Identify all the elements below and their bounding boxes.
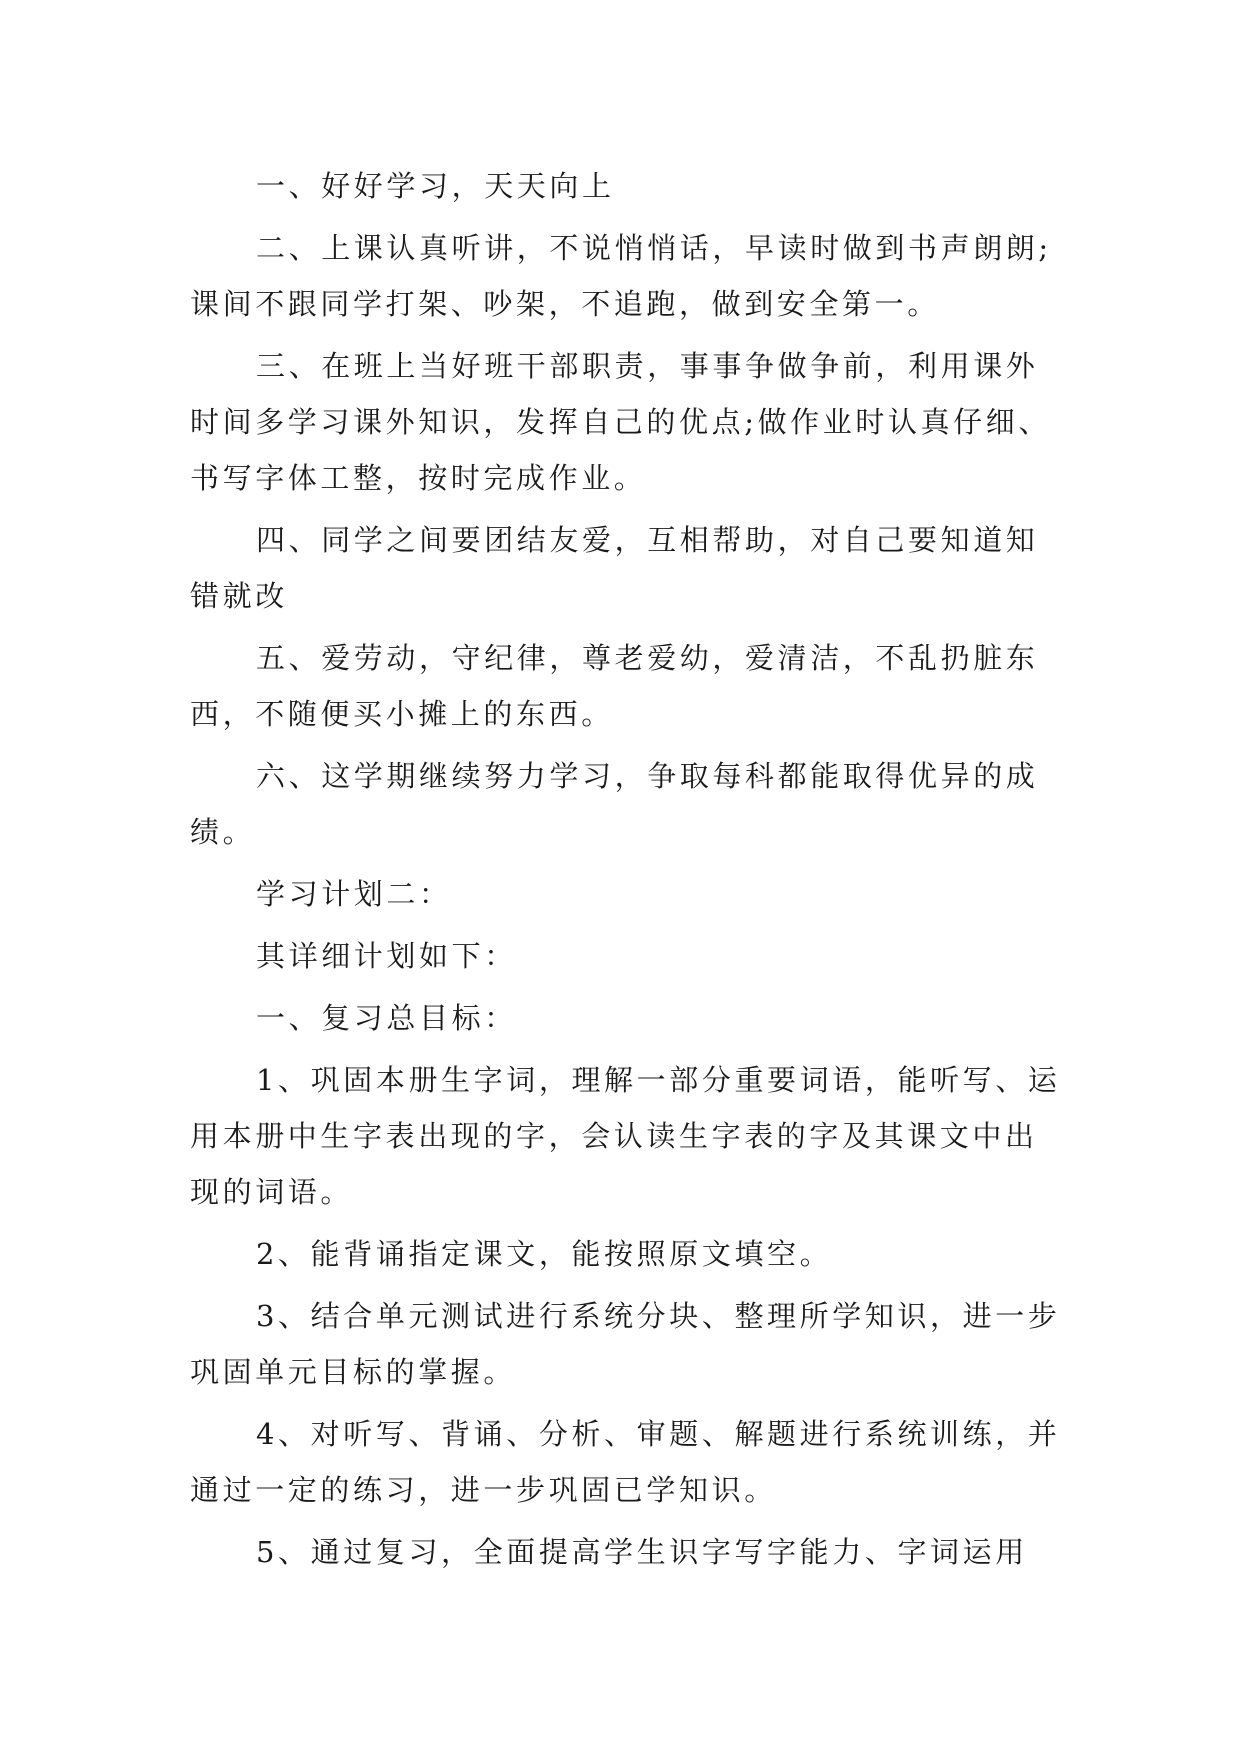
paragraph: 其详细计划如下： [256, 939, 517, 973]
paragraph: 二、上课认真听讲，不说悄悄话，早读时做到书声朗朗;课间不跟同学打架、吵架，不追跑，做到安全第一。 [190, 231, 1052, 321]
paragraph: 四、同学之间要团结友爱，互相帮助，对自己要知道知错就改 [190, 523, 1039, 613]
paragraph: 三、在班上当好班干部职责，事事争做争前，利用课外时间多学习课外知识，发挥自己的优点;做作业时认真仔细、书写字体工整，按时完成作业。 [190, 349, 1051, 495]
paragraph: 六、这学期继续努力学习，争取每科都能取得优异的成绩。 [190, 759, 1039, 849]
list-item: 1、巩固本册生字词，理解一部分重要词语，能听写、运用本册中生字表出现的字，会认读生字表的字及其课文中出现的词语。 [190, 1063, 1061, 1209]
list-item: 4、对听写、背诵、分析、审题、解题进行系统训练，并通过一定的练习，进一步巩固已学知识。 [190, 1417, 1061, 1507]
list-item: 2、能背诵指定课文，能按照原文填空。 [256, 1237, 833, 1271]
paragraph: 五、爱劳动，守纪律，尊老爱幼，爱清洁，不乱扔脏东西，不随便买小摊上的东西。 [190, 641, 1039, 731]
section-heading: 一、复习总目标： [256, 1001, 517, 1035]
document-body [190, 158, 1070, 1586]
list-item: 5、通过复习，全面提高学生识字写字能力、字词运用 [256, 1535, 1028, 1569]
paragraph: 一、好好学习，天天向上 [256, 169, 615, 203]
section-heading: 学习计划二： [256, 877, 452, 911]
list-item: 3、结合单元测试进行系统分块、整理所学知识，进一步巩固单元目标的掌握。 [190, 1299, 1061, 1389]
